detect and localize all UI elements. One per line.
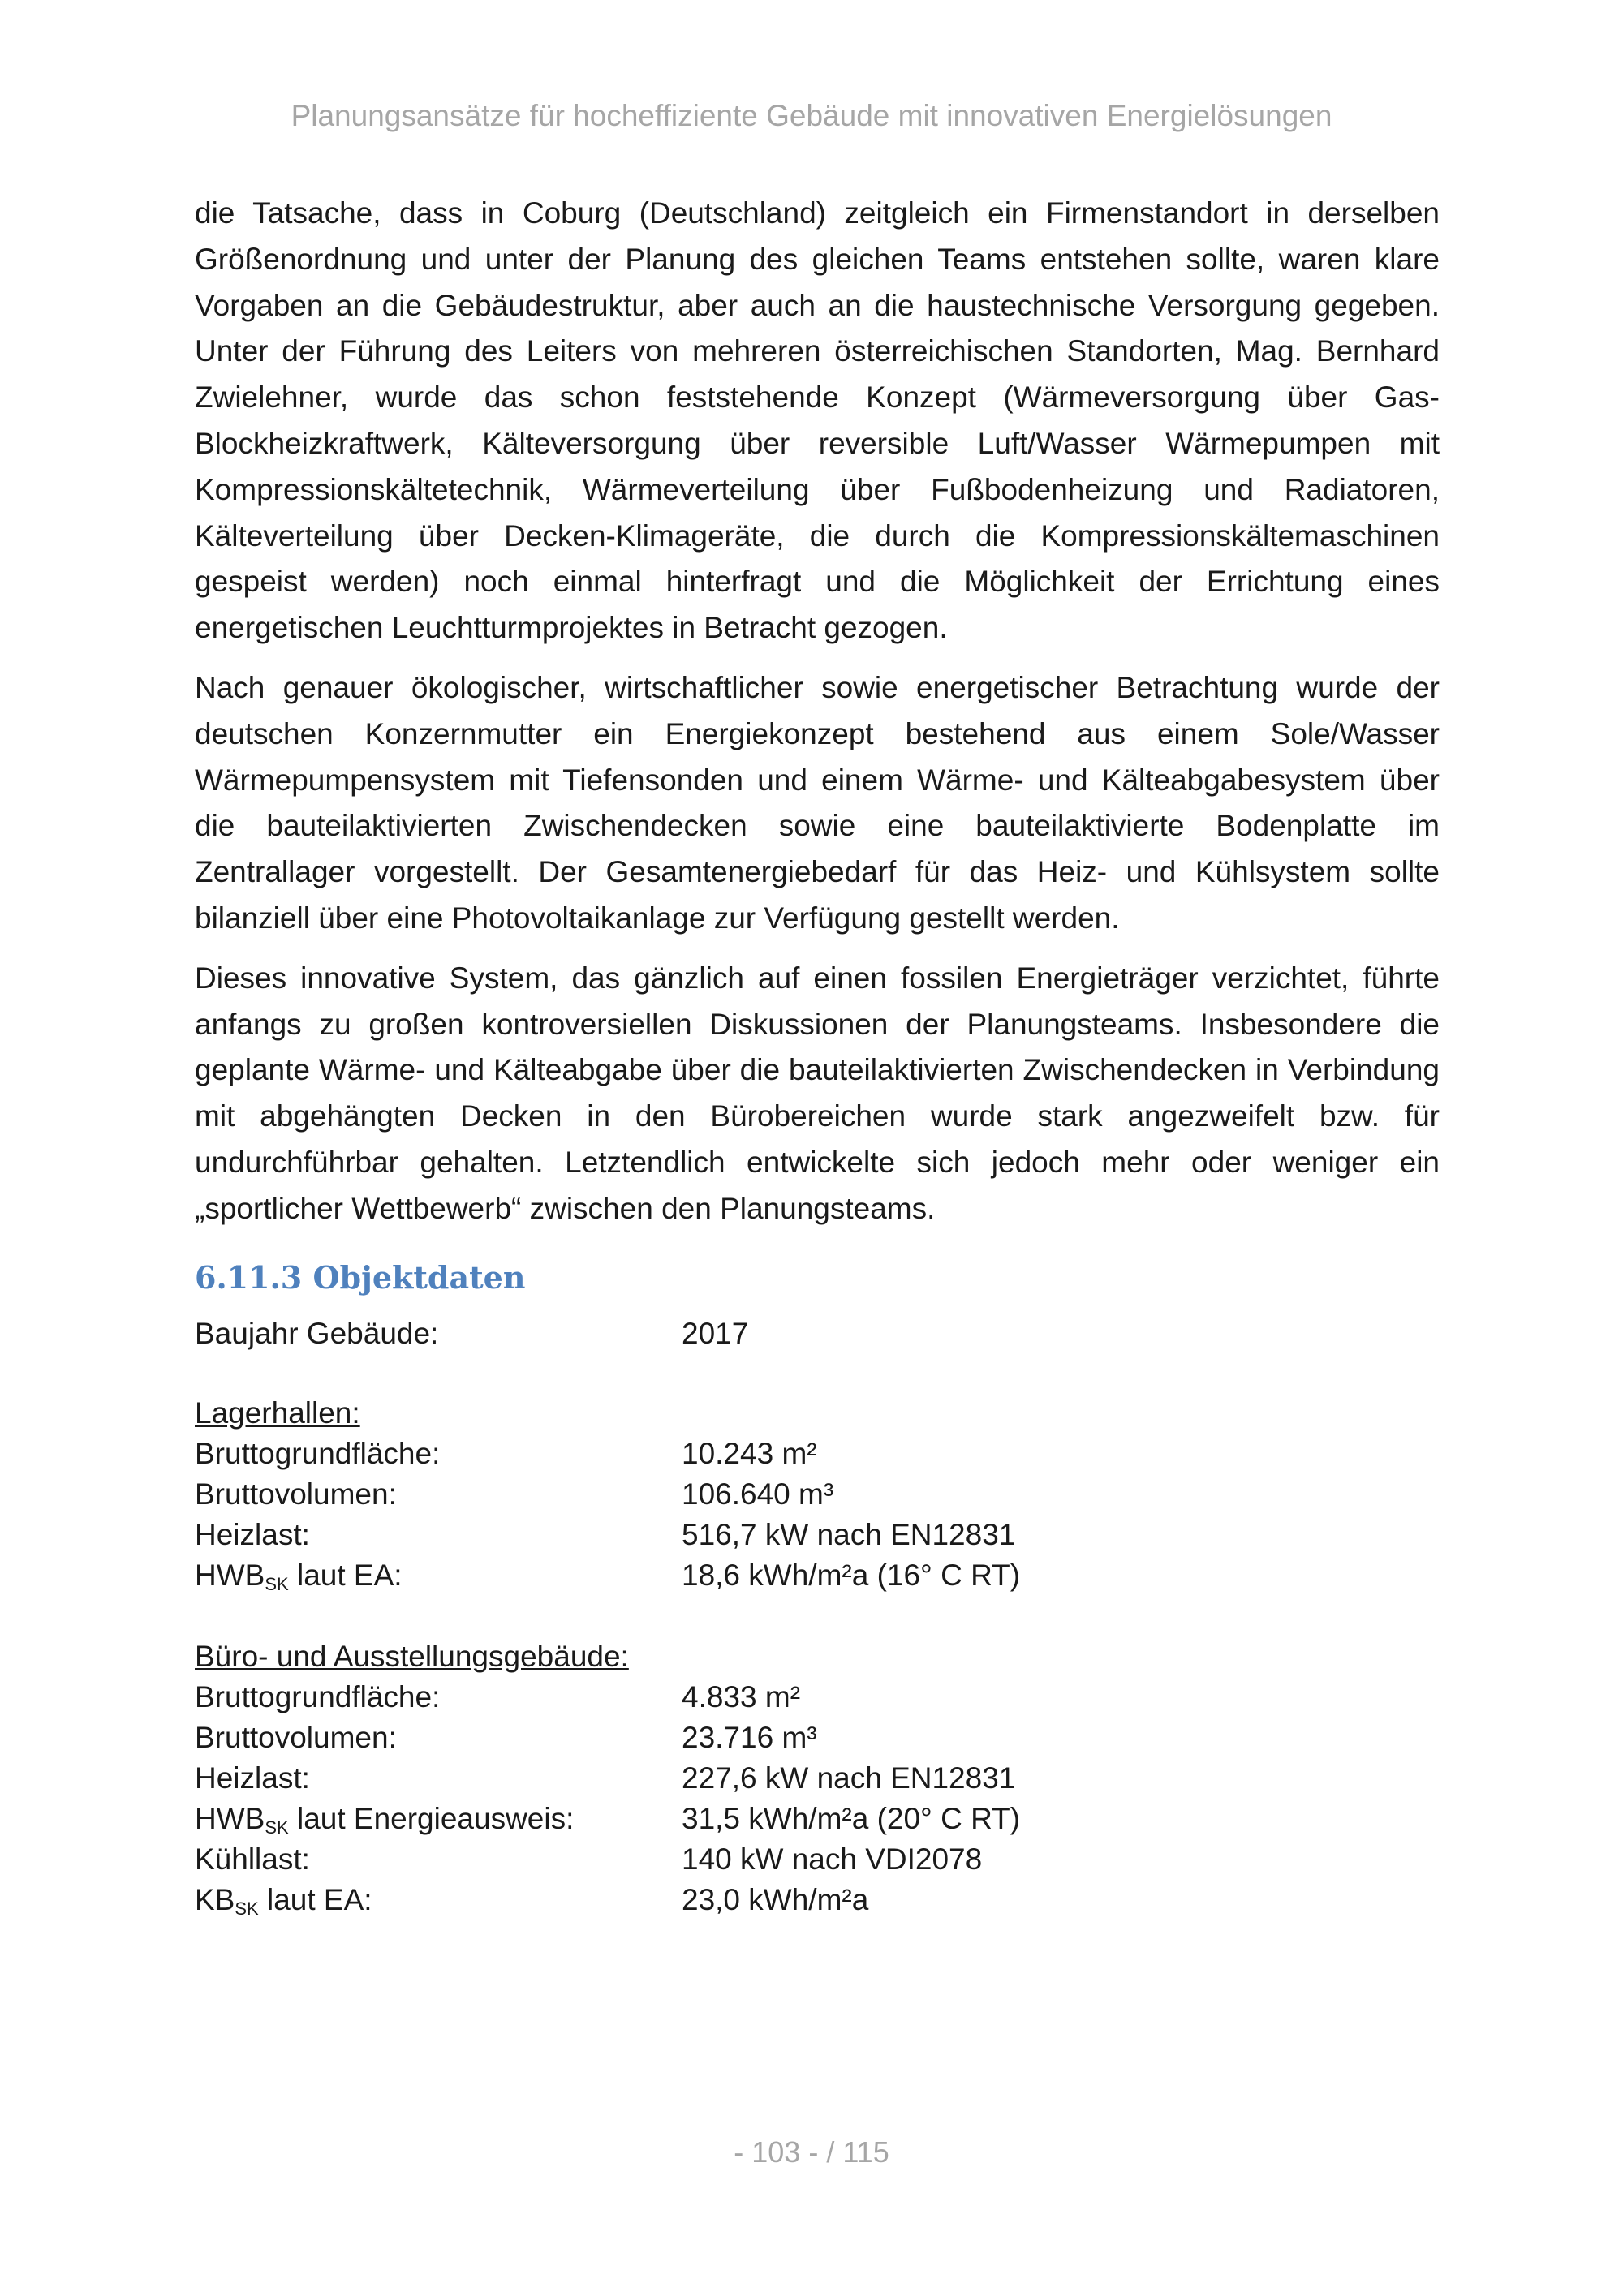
row-label (195, 1799, 682, 1839)
page-number: - 103 - / 115 (734, 2135, 889, 2169)
label-main: HWB (195, 1801, 265, 1835)
row-label: Bruttovolumen: (195, 1720, 397, 1754)
row-value: 18,6 kWh/m²a (16° C RT) (682, 1558, 1021, 1592)
row-value: 4.833 m² (682, 1679, 801, 1713)
data-row (195, 1758, 1440, 1799)
paragraph-1: die Tatsache, dass in Coburg (Deutschland) zeitgleich ein Firmenstandort in derselben Größenordnung und unter der Planung des gleichen Teams entstehen sollte, waren klare Vorgaben an die Gebäudestruktur, aber auch an die haustechnische Versorgung gegeben. Unter der Führung des Leiters von mehreren österreichischen Standorten, Mag. Bernhard Zwielehner, wurde das schon feststehende Konzept (Wärmeversorgung über Gas-Blockheizkraftwerk, Kälteversorgung über reversible Luft/Wasser Wärmepumpen mit Kompressionskältetechnik, Wärmeverteilung über Fußbodenheizung und Radiatoren, Kälteverteilung über Decken-Klimageräte, die durch die Kompressionskältemaschinen gespeist werden) noch einmal hinterfragt und die Möglichkeit der Errichtung eines energetischen Leuchtturmprojektes in Betracht gezogen. (195, 196, 1440, 645)
data-row (195, 1880, 1440, 1920)
running-header: Planungsansätze für hocheffiziente Gebäude mit innovativen Energielösungen (291, 99, 1332, 132)
label-main: HWB (195, 1558, 265, 1592)
row-value: 106.640 m³ (682, 1477, 834, 1511)
label-rest: laut EA: (258, 1882, 372, 1916)
data-row (195, 1555, 1440, 1596)
paragraph-3: Dieses innovative System, das gänzlich auf einen fossilen Energieträger verzichtet, führte anfangs zu großen kontroversiellen Diskussionen der Planungsteams. Insbesondere die geplante Wärme- und Kälteabgabe über die bauteilaktivierten Zwischendecken in Verbindung mit abgehängten Decken in den Bürobereichen wurde stark angezweifelt bzw. für undurchführbar gehalten. Letztendlich entwickelte sich jedoch mehr oder weniger ein „sportlicher Wettbewerb“ zwischen den Planungsteams. (195, 961, 1440, 1225)
data-row (195, 1799, 1440, 1839)
row-value: 516,7 kW nach EN12831 (682, 1517, 1016, 1551)
row-label: Heizlast: (195, 1761, 310, 1795)
section-heading: 6.11.3 Objektdaten (195, 1258, 526, 1296)
row-label: Bruttovolumen: (195, 1477, 397, 1511)
label-rest: laut EA: (288, 1558, 403, 1592)
row-value: 140 kW nach VDI2078 (682, 1842, 983, 1876)
label-subscript: SK (265, 1573, 289, 1594)
label-rest: laut Energieausweis: (288, 1801, 575, 1835)
row-value: 227,6 kW nach EN12831 (682, 1761, 1016, 1795)
baujahr-label: Baujahr Gebäude: (195, 1316, 439, 1350)
data-row (195, 1474, 1440, 1515)
row-label: Bruttogrundfläche: (195, 1679, 441, 1713)
row-label: Bruttogrundfläche: (195, 1436, 441, 1470)
row-value: 10.243 m² (682, 1436, 817, 1470)
page-body (195, 191, 1440, 1920)
label-main: KB (195, 1882, 235, 1916)
buero-title: Büro- und Ausstellungsgebäude: (195, 1639, 629, 1673)
row-label: Kühllast: (195, 1842, 310, 1876)
row-label (195, 1880, 682, 1920)
row-value: 23,0 kWh/m²a (682, 1882, 869, 1916)
label-subscript: SK (265, 1817, 289, 1838)
row-value: 31,5 kWh/m²a (20° C RT) (682, 1801, 1021, 1835)
baujahr-row (195, 1314, 1440, 1354)
row-label: Heizlast: (195, 1517, 310, 1551)
baujahr-value: 2017 (682, 1316, 749, 1350)
data-row (195, 1718, 1440, 1758)
label-subscript: SK (235, 1898, 259, 1919)
paragraph-2: Nach genauer ökologischer, wirtschaftlicher sowie energetischer Betrachtung wurde der deutschen Konzernmutter ein Energiekonzept bestehend aus einem Sole/Wasser Wärmepumpensystem mit Tiefensonden und einem Wärme- und Kälteabgabesystem über die bauteilaktivierten Zwischendecken sowie eine bauteilaktivierte Bodenplatte im Zentrallager vorgestellt. Der Gesamtenergiebedarf für das Heiz- und Kühlsystem sollte bilanziell über eine Photovoltaikanlage zur Verfügung gestellt werden. (195, 670, 1440, 935)
data-row (195, 1434, 1440, 1474)
data-row (195, 1515, 1440, 1555)
lagerhallen-title: Lagerhallen: (195, 1395, 360, 1430)
data-row (195, 1839, 1440, 1880)
row-label (195, 1555, 682, 1596)
row-value: 23.716 m³ (682, 1720, 817, 1754)
data-row (195, 1677, 1440, 1718)
